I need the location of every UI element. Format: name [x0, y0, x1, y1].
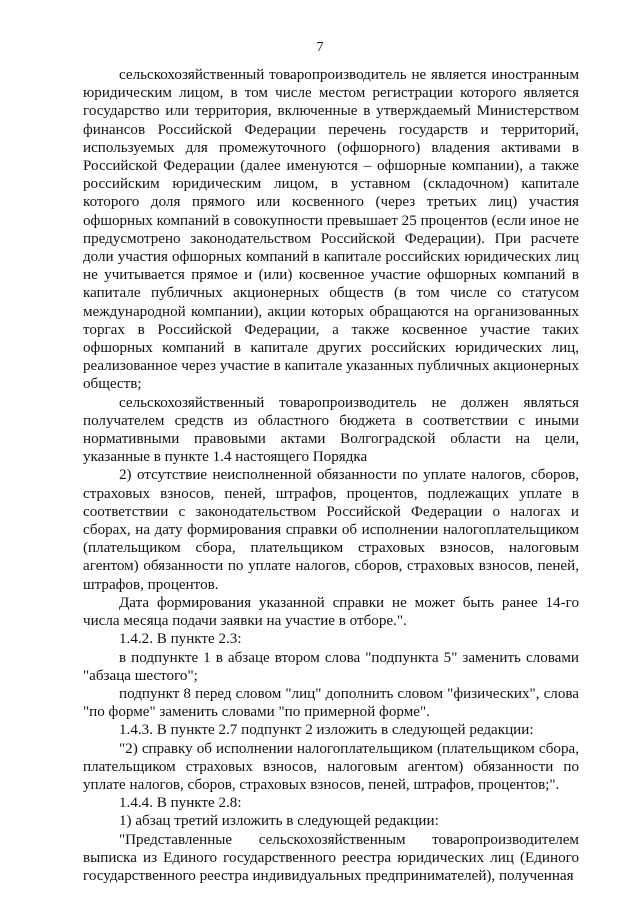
paragraph-1-4-2-heading: 1.4.2. В пункте 2.3: — [119, 631, 242, 648]
paragraph-subpoint-8-change: подпункт 8 перед словом "лиц" дополнить словом "физических", слова "по форме" заменить словами "по примерной форме". — [83, 685, 579, 721]
paragraph-tax-obligation: 2) отсутствие неисполненной обязанности по уплате налогов, сборов, страховых взносов, пеней, штрафов, процентов, подлежащих уплате в соответствии с законодательством Российской Федерации о налогах и сборах, на дату формирования справки об исполнении налогоплательщиком (плательщиком сбора, плательщиком страховых взносов, налоговым агентом) обязанности по уплате налогов, сборов, страховых взносов, пеней, штрафов, процентов. — [83, 467, 579, 593]
paragraph-certificate-text: "2) справку об исполнении налогоплательщиком (плательщиком сбора, плательщиком страховых взносов, налоговым агентом) обязанности по уплате налогов, сборов, страховых взносов, пеней, штрафов, процентов;". — [83, 740, 579, 793]
paragraph-1-4-4-heading: 1.4.4. В пункте 2.8: — [119, 795, 242, 812]
paragraph-budget-recipient-condition: сельскохозяйственный товаропроизводитель не должен являться получателем средств из областного бюджета в соответствии с иными нормативными правовыми актами Волгоградской области на цели, указанные в пункте 1.4 настоящего Порядка — [83, 394, 579, 466]
paragraph-subpoint-1-change: в подпункте 1 в абзаце втором слова "подпункта 5" заменить словами "абзаца шестого"; — [83, 649, 579, 684]
paragraph-presented-extract: "Представленные сельскохозяйственным товаропроизводителем выписка из Единого государственного реестра юридических лиц (Единого государственного реестра индивидуальных предпринимателей), полученная — [83, 831, 579, 884]
document-body — [83, 66, 579, 885]
paragraph-certificate-date: Дата формирования указанной справки не может быть ранее 14-го числа месяца подачи заявки на участие в отборе.". — [83, 594, 579, 630]
paragraph-third-subclause: 1) абзац третий изложить в следующей редакции: — [119, 813, 439, 830]
paragraph-1-4-3-heading: 1.4.3. В пункте 2.7 подпункт 2 изложить в следующей редакции: — [119, 722, 534, 739]
page-number: 7 — [316, 40, 324, 55]
paragraph-offshore-condition: сельскохозяйственный товаропроизводитель не является иностранным юридическим лицом, в том числе местом регистрации которого является государство или территория, включенные в утверждаемый Министерством финансов Российской Федерации перечень государств и территорий, используемых для промежуточного (офшорного) владения активами в Российской Федерации (далее именуются – офшорные компании), а также российским юридическим лицом, в уставном (складочном) капитале которого доля прямого или косвенного (через третьих лиц) участия офшорных компаний в совокупности превышает 25 процентов (если иное не предусмотрено законодательством Российской Федерации). При расчете доли участия офшорных компаний в капитале российских юридических лиц не учитывается прямое и (или) косвенное участие офшорных компаний в капитале публичных акционерных обществ (в том числе со статусом международной компании), акции которых обращаются на организованных торгах в Российской Федерации, а также косвенное участие таких офшорных компаний в капитале других российских юридических лиц, реализованное через участие в капитале указанных публичных акционерных обществ; — [83, 67, 579, 393]
